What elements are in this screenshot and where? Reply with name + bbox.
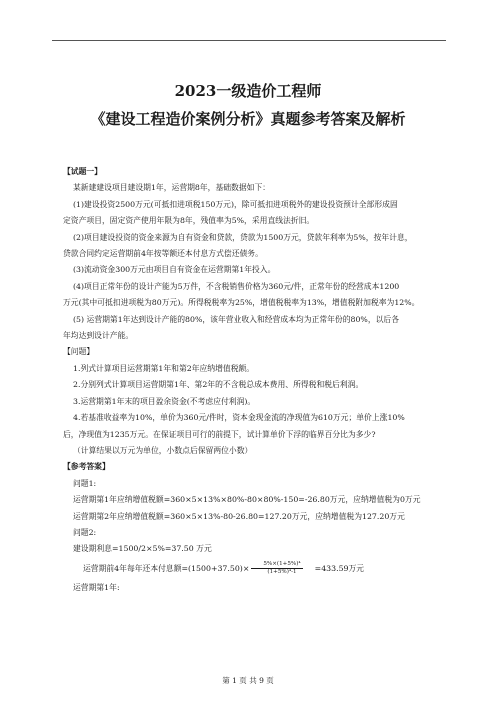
- problem-item: 2.分别列式计算项目运营期第1年、第2年的不含税总成本费用、所得税和税后利润。: [73, 380, 364, 390]
- section-heading-answer: 【参考答案】: [63, 462, 110, 472]
- problem-item: 3.运营期第1年末的项目盈余资金(不考虑应付利润)。: [73, 396, 256, 406]
- document-title: 2023一级造价工程师: [174, 82, 322, 100]
- repayment-formula: [63, 558, 439, 580]
- paragraph-line: (4)项目正常年份的设计产能为5万件，不含税销售价格为360元/件，正常年份的经营成本1200: [73, 281, 400, 291]
- formula-fraction: [251, 561, 302, 576]
- paragraph-line: 年均达到设计产能。: [63, 331, 134, 341]
- formula-suffix: =433.59万元: [314, 563, 365, 573]
- paragraph-line: (1)建设投资2500万元(可抵扣进项税150万元)，除可抵扣进项税外的建设投资预计全部形成固: [73, 199, 398, 209]
- answer-line: 建设期利息=1500/2×5%=37.50 万元: [73, 544, 212, 554]
- paragraph-line: 万元(其中可抵扣进项税为80万元)。所得税税率为25%，增值税税率为13%，增值税附加税率为12%。: [63, 298, 420, 308]
- paragraph-line: 定资产项目，固定资产使用年限为8年，残值率为5%，采用直线法折旧。: [63, 216, 315, 226]
- paragraph-line: (5) 运营期第1年达到设计产能的80%，该年营业收入和经营成本均为正常年份的80%，以后各: [73, 314, 400, 324]
- paragraph-line: (2)项目建设投资的资金来源为自有资金和贷款，贷款为1500万元，贷款年利率为5%，按年计息，: [73, 232, 413, 242]
- note-line: （计算结果以万元为单位，小数点后保留两位小数）: [73, 445, 253, 455]
- paragraph-line: 某新建建设项目建设期1年，运营期8年，基础数据如下：: [73, 183, 271, 193]
- answer-line: 运营期第2年应纳增值税额=360×5×13%-80-26.80=127.20万元，应纳增值税为127.20万元: [73, 511, 405, 521]
- paragraph-line: 贷款合同约定运营期前4年按等额还本付息方式偿还债务。: [63, 249, 263, 259]
- document-subtitle: 《建设工程造价案例分析》真题参考答案及解析: [90, 110, 406, 128]
- answer-label: 问题1:: [73, 478, 97, 488]
- answer-line: 运营期第1年应纳增值税额=360×5×13%×80%-80×80%-150=-26.80万元，应纳增值税为0万元: [73, 495, 421, 505]
- problem-item: 1.列式计算项目运营期第1年和第2年应纳增值税额。: [73, 363, 255, 373]
- header-rule: [52, 40, 446, 41]
- formula-denominator: (1+5%)⁴-1: [267, 569, 297, 576]
- answer-label: 问题2:: [73, 527, 97, 537]
- problem-item: 4.若基准收益率为10%，单价为360元/件时，资本金现金流的净现值为610万元；单价上涨10%: [73, 413, 405, 423]
- formula-prefix: 运营期前4年每年还本付息额=(1500+37.50)×: [83, 563, 250, 573]
- section-heading-question: 【试题一】: [63, 167, 102, 176]
- paragraph-line: 后，净现值为1235万元。在保证项目可行的前提下，试计算单价下浮的临界百分比为多少?: [63, 429, 376, 439]
- answer-label: 运营期第1年:: [73, 582, 120, 592]
- paragraph-line: (3)流动资金300万元由项目自有资金在运营期第1年投入。: [73, 265, 276, 275]
- formula-numerator: 5%×(1+5%)⁴: [251, 561, 302, 569]
- document-body: [63, 164, 439, 596]
- section-heading-problem: 【问题】: [63, 347, 95, 357]
- page-footer: 第 1 页 共 9 页: [222, 676, 274, 685]
